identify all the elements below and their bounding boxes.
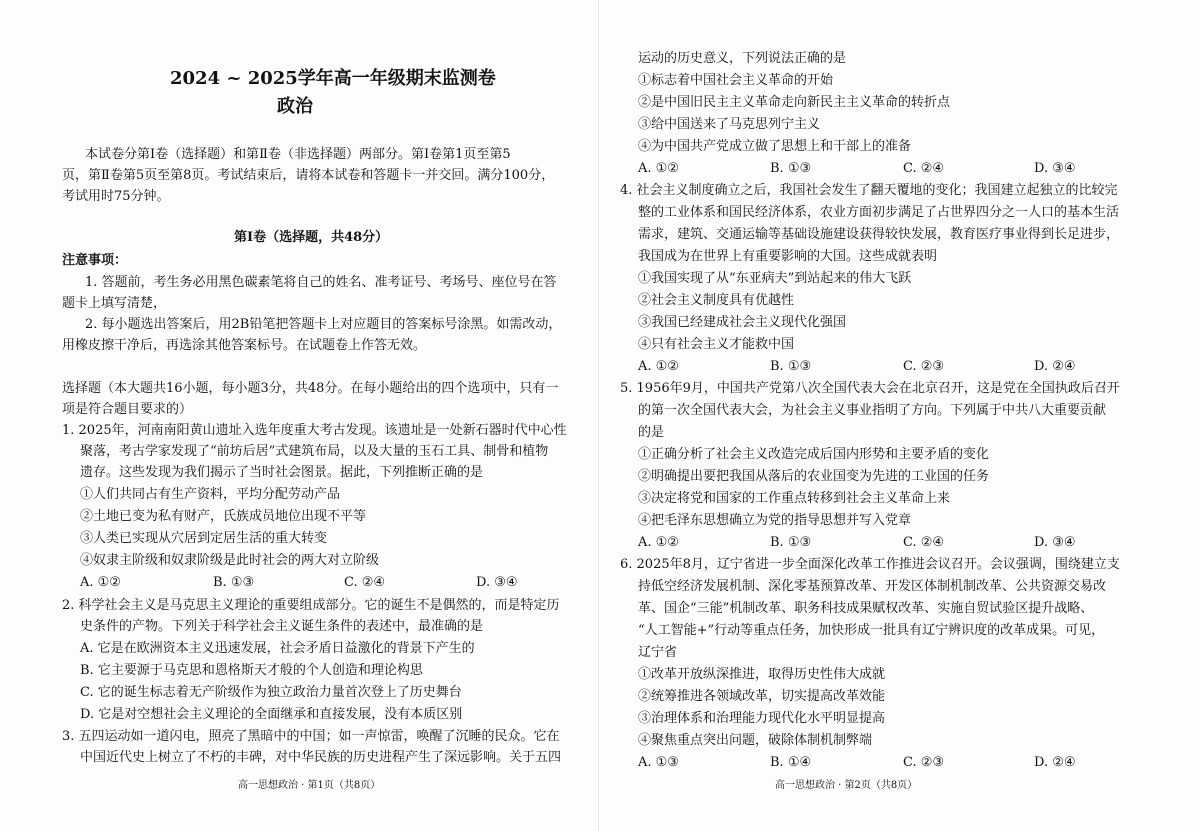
question-4-stem: 4. 社会主义制度确立之后，我国社会发生了翻天覆地的变化；我国建立起独立的比较完 [620,183,1118,198]
question-2-stem: 2. 科学社会主义是马克思主义理论的重要组成部分。它的诞生不是偶然的，而是特定历 [62,598,560,613]
question-6-item: ①改革开放纵深推进，取得历史性伟大成就 [638,667,886,682]
question-2-stem: 史条件的产物。下列关于科学社会主义诞生条件的表述中，最准确的是 [80,619,484,634]
question-1-option-a[interactable]: A. ①② [80,575,121,590]
choice-heading: 选择题（本大题共16小题，每小题3分，共48分。在每小题给出的四个选项中，只有一 [62,381,559,396]
question-5-stem: 的是 [638,425,665,440]
question-3-stem: 中国近代史上树立了不朽的丰碑，对中华民族的历史进程产生了深远影响。关于五四 [80,750,562,765]
question-4-stem: 需求，建筑、交通运输等基础设施建设获得较快发展，教育医疗事业得到长足进步， [638,227,1120,242]
question-3-item: ②是中国旧民主主义革命走向新民主主义革命的转折点 [638,95,951,110]
question-1-option-d[interactable]: D. ③④ [476,575,518,590]
question-6-option-c[interactable]: C. ②③ [903,755,945,770]
notice-line: 2. 每小题选出答案后，用2B铅笔把答题卡上对应题目的答案标号涂黑。如需改动， [85,317,562,332]
question-6-option-b[interactable]: B. ①④ [770,755,812,770]
notice-heading: 注意事项： [62,253,128,268]
question-5-option-c[interactable]: C. ②④ [903,535,945,550]
question-4-item: ③我国已经建成社会主义现代化强国 [638,315,847,330]
question-3-option-d[interactable]: D. ③④ [1034,161,1076,176]
question-2-option-b[interactable]: B. 它主要源于马克思和恩格斯天才般的个人创造和理论构思 [80,663,423,678]
question-1-stem: 聚落，考古学家发现了“前坊后居”式建筑布局，以及大量的玉石工具、制骨和植物 [80,444,549,459]
question-4-option-d[interactable]: D. ②④ [1034,359,1076,374]
question-5-stem: 5. 1956年9月，中国共产党第八次全国代表大会在北京召开，这是党在全国执政后召开 [620,381,1120,396]
notice-line: 用橡皮擦干净后，再选涂其他答案标号。在试题卷上作答无效。 [62,338,427,353]
intro-line: 页，第Ⅱ卷第5页至第8页。考试结束后，请将本试卷和答题卡一并交回。满分100分， [62,168,555,183]
question-6-stem: 持低空经济发展机制、深化零基预算改革、开发区体制机制改革、公共资源交易改 [638,579,1107,594]
question-6-item: ②统筹推进各领域改革，切实提高改革效能 [638,689,886,704]
question-4-option-a[interactable]: A. ①② [638,359,679,374]
question-3-stem: 运动的历史意义，下列说法正确的是 [638,51,847,66]
question-6-option-d[interactable]: D. ②④ [1034,755,1076,770]
question-5-item: ②明确提出要把我国从落后的农业国变为先进的工业国的任务 [638,469,990,484]
exam-subject: 政治 [277,96,313,117]
notice-line: 1. 答题前，考生务必用黑色碳素笔将自己的姓名、准考证号、考场号、座位号在答 [85,275,557,290]
question-3-option-b[interactable]: B. ①③ [770,161,812,176]
question-3-item: ④为中国共产党成立做了思想上和干部上的准备 [638,139,912,154]
question-6-item: ④聚焦重点突出问题，破除体制机制弊端 [638,733,873,748]
question-1-item: ①人们共同占有生产资料，平均分配劳动产品 [80,487,341,502]
question-2-option-d[interactable]: D. 它是对空想社会主义理论的全面继承和直接发展，没有本质区别 [80,707,463,722]
question-4-item: ④只有社会主义才能救中国 [638,337,795,352]
question-3-item: ①标志着中国社会主义革命的开始 [638,73,834,88]
question-5-option-b[interactable]: B. ①③ [770,535,812,550]
question-5-item: ①正确分析了社会主义改造完成后国内形势和主要矛盾的变化 [638,447,990,462]
question-2-option-c[interactable]: C. 它的诞生标志着无产阶级作为独立政治力量首次登上了历史舞台 [80,685,462,700]
page-footer: 高一思想政治 · 第2页（共8页） [775,780,918,791]
question-1-item: ②土地已变为私有财产，氏族成员地位出现不平等 [80,509,367,524]
question-4-option-c[interactable]: C. ②③ [903,359,945,374]
question-2-option-a[interactable]: A. 它是在欧洲资本主义迅速发展，社会矛盾日益激化的背景下产生的 [80,641,475,656]
question-1-option-c[interactable]: C. ②④ [344,575,386,590]
question-5-item: ④把毛泽东思想确立为党的指导思想并写入党章 [638,513,912,528]
question-6-stem: 6. 2025年8月，辽宁省进一步全面深化改革工作推进会议召开。会议强调，围绕建立支 [620,557,1120,572]
question-1-stem: 遗存。这些发现为我们揭示了当时社会图景。据此，下列推断正确的是 [80,465,484,480]
intro-line: 考试用时75分钟。 [62,189,170,204]
notice-line: 题卡上填写清楚， [62,296,167,311]
question-5-item: ③决定将党和国家的工作重点转移到社会主义革命上来 [638,491,951,506]
question-6-option-a[interactable]: A. ①③ [638,755,679,770]
question-5-stem: 的第一次全国代表大会，为社会主义事业指明了方向。下列属于中共八大重要贡献 [638,403,1107,418]
page-footer: 高一思想政治 · 第1页（共8页） [238,780,381,791]
question-4-item: ①我国实现了从“东亚病夫”到站起来的伟大飞跃 [638,271,912,286]
question-3-option-c[interactable]: C. ②④ [903,161,945,176]
question-5-option-a[interactable]: A. ①② [638,535,679,550]
question-3-option-a[interactable]: A. ①② [638,161,679,176]
question-4-stem: 我国成为在世界上有重要影响的大国。这些成就表明 [638,249,938,264]
question-3-stem: 3. 五四运动如一道闪电，照亮了黑暗中的中国；如一声惊雷，唤醒了沉睡的民众。它在 [62,729,560,744]
section-title: 第Ⅰ卷（选择题，共48分） [234,230,389,245]
question-6-item: ③治理体系和治理能力现代化水平明显提高 [638,711,886,726]
question-1-item: ③人类已实现从穴居到定居生活的重大转变 [80,531,328,546]
exam-page-2 [600,0,1200,831]
question-4-option-b[interactable]: B. ①③ [770,359,812,374]
question-1-item: ④奴隶主阶级和奴隶阶级是此时社会的两大对立阶级 [80,553,380,568]
question-3-item: ③给中国送来了马克思列宁主义 [638,117,821,132]
question-4-item: ②社会主义制度具有优越性 [638,293,795,308]
choice-heading: 项是符合题目要求的） [62,402,193,417]
question-4-stem: 整的工业体系和国民经济体系，农业方面初步满足了占世界四分之一人口的基本生活 [638,205,1120,220]
question-5-option-d[interactable]: D. ③④ [1034,535,1076,550]
exam-title: 2024 ~ 2025学年高一年级期末监测卷 [170,68,496,89]
question-1-option-b[interactable]: B. ①③ [213,575,255,590]
intro-line: 本试卷分第Ⅰ卷（选择题）和第Ⅱ卷（非选择题）两部分。第Ⅰ卷第1页至第5 [85,147,511,162]
question-6-stem: “人工智能+”行动等重点任务，加快形成一批具有辽宁辨识度的改革成果。可见， [638,623,1105,638]
question-6-stem: 辽宁省 [638,645,678,660]
question-6-stem: 革、国企“三能”机制改革、职务科技成果赋权改革、实施自贸试验区提升战略、 [638,601,1094,616]
question-1-stem: 1. 2025年，河南南阳黄山遗址入选年度重大考古发现。该遗址是一处新石器时代中心性 [62,423,567,438]
